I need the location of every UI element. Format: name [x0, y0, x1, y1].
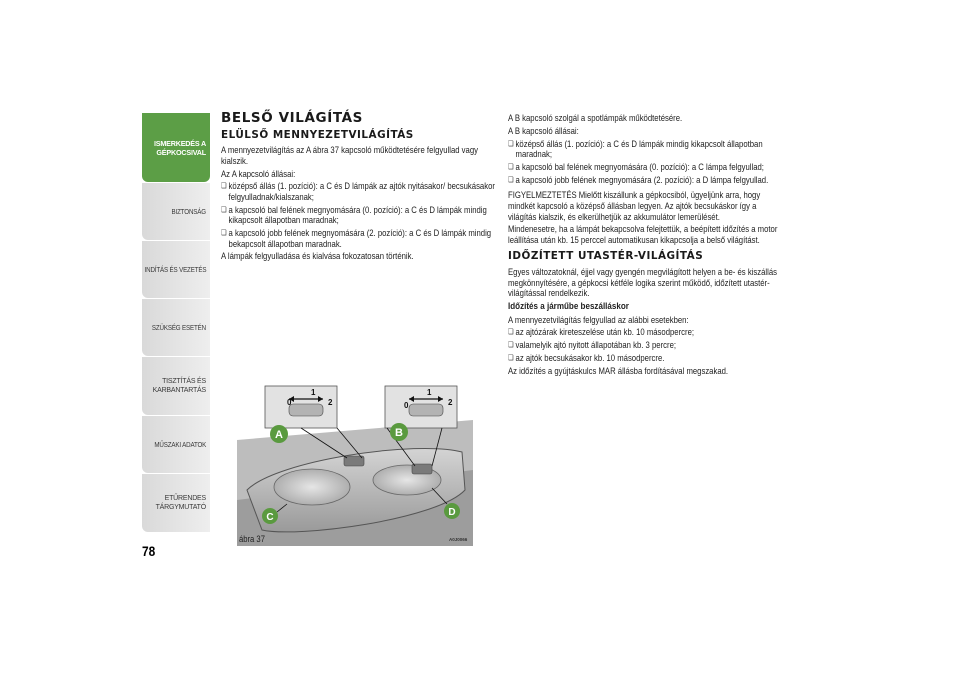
list-item: ❏ az ajtózárak kireteszelése után kb. 10 másodpercre; [508, 327, 783, 338]
list-item: ❏ a kapcsoló jobb felének megnyomására (2. pozíció): a C és D lámpák mindig bekapcsolt állapotban maradnak. [221, 228, 496, 249]
outro-text: A lámpák felgyulladása és kialvása fokozatosan történik. [221, 251, 414, 262]
switch-a-body [344, 456, 364, 466]
intro-text: A B kapcsoló szolgál a spotlámpák működtetésére. [508, 113, 683, 123]
switch-b-label-1: 1 [427, 388, 432, 397]
ceiling-light-illustration [237, 380, 473, 546]
figure-37 [237, 380, 473, 546]
positions-label: Az A kapcsoló állásai: [221, 168, 296, 179]
lamp-c [274, 469, 350, 505]
switch-a-label-0: 0 [287, 398, 292, 407]
list-item: ❏ a kapcsoló jobb felének megnyomására (2. pozíció): a D lámpa felgyullad. [508, 175, 783, 186]
section-title: BELSŐ VILÁGÍTÁS [221, 110, 363, 126]
final-text: Az időzítés a gyújtáskulcs MAR állásba fordításával megszakad. [508, 365, 729, 376]
tab-inditas[interactable]: INDÍTÁS ÉS VEZETÉS [142, 241, 210, 298]
list-item: ❏ középső állás (1. pozíció): a C és D lámpák az ajtók nyitásakor/ becsukásakor felgyulladnak/kialszanak; [221, 181, 496, 202]
page-number: 78 [142, 543, 156, 559]
list-item: ❏ valamelyik ajtó nyitott állapotában kb. 3 percre; [508, 340, 783, 351]
tab-muszaki[interactable]: MŰSZAKI ADATOK [142, 416, 210, 473]
subsection-title: IDŐZÍTETT UTASTÉR-VILÁGÍTÁS [508, 250, 704, 263]
positions-label: A B kapcsoló állásai: [508, 125, 579, 136]
switch-a-label-1: 1 [311, 388, 316, 397]
switch-b-label-0: 0 [404, 401, 409, 410]
figure-code: A0J0066 [449, 537, 468, 542]
callout-b: B [395, 427, 403, 439]
entry-heading: Időzítés a járműbe beszálláskor [508, 300, 629, 312]
list-item: ❏ a kapcsoló bal felének megnyomására (0. pozíció): a C és D lámpák mindig kikapcsolt állapotban maradnak; [221, 205, 496, 226]
warning-text: FIGYELMEZTETÉS Mielőtt kiszállunk a gépkocsiból, ügyeljünk arra, hogy mindkét kapcsoló a középső állásban legyen. Az ajtók becsukáskor így a világítás kialszik, és elkerülhetjük az akkumulátor lemerülését. [508, 190, 761, 222]
subsection-title: ELÜLSŐ MENNYEZETVILÁGÍTÁS [221, 128, 414, 141]
left-column [221, 110, 496, 264]
switch-a-label-2: 2 [328, 398, 333, 407]
tab-ismerkedes[interactable]: ISMERKEDÉS A GÉPKOCSIVAL [142, 113, 210, 182]
list-item: ❏ középső állás (1. pozíció): a C és D lámpák mindig kikapcsolt állapotban maradnak; [508, 139, 783, 160]
tab-biztonsag[interactable]: BIZTONSÁG [142, 183, 210, 240]
callout-d: D [448, 507, 456, 518]
right-column [508, 113, 783, 379]
timer-intro: Egyes változatoknál, éjjel vagy gyengén megvilágított helyen a be- és kiszállás megkönnyítésére, a gépkocsi kétféle logika szerint működő, időzített utastér-világítással rendelkezik. [508, 267, 777, 299]
tab-targymutato[interactable]: ETŰRENDES TÁRGYMUTATÓ [142, 474, 210, 532]
callout-c: C [266, 512, 274, 523]
tab-tisztitas[interactable]: TISZTÍTÁS ÉS KARBANTARTÁS [142, 357, 210, 415]
callout-a: A [275, 429, 283, 441]
figure-caption: ábra 37 [239, 534, 265, 544]
tab-szukseg[interactable]: SZÜKSÉG ESETÉN [142, 299, 210, 356]
list-item: ❏ az ajtók becsukásakor kb. 10 másodpercre. [508, 353, 783, 364]
list-item: ❏ a kapcsoló bal felének megnyomására (0. pozíció): a C lámpa felgyullad; [508, 162, 783, 173]
intro-text: A mennyezetvilágítás az A ábra 37 kapcsoló működtetésére felgyullad vagy kialszik. [221, 145, 478, 166]
switch-b-label-2: 2 [448, 398, 453, 407]
note-text: Mindenesetre, ha a lámpát bekapcsolva felejtettük, a beépített időzítés a motor leállítása után kb. 15 perccel automatikusan kikapcsolja a belső világítást. [508, 224, 778, 245]
entry-intro: A mennyezetvilágítás felgyullad az alábbi esetekben: [508, 314, 689, 325]
